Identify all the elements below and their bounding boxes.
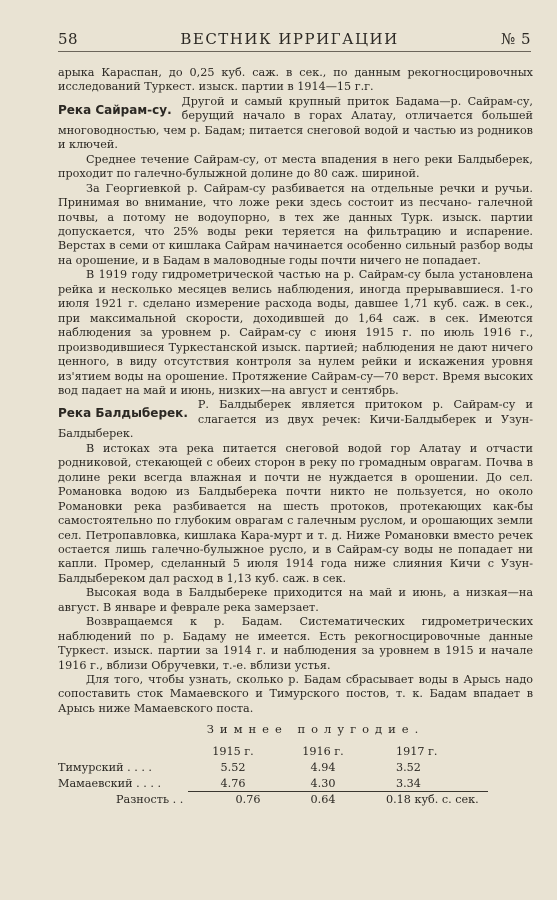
row-label: Разность . . xyxy=(116,792,184,806)
table-cell: 3.52 xyxy=(396,760,421,774)
paragraph: Для того, чтобы узнать, сколько р. Бадам сбрасывает воды в Арысь надо сопоставить сток Мамаевского и Тимурского постов, т. к. Бадам впадает в Арысь ниже Мамаевского поста. xyxy=(58,673,533,715)
table-row-difference xyxy=(58,793,533,809)
paragraph: Возвращаемся к р. Бадам. Систематических гидрометрических наблюдений по р. Бадаму не имеется. Есть рекогносцировочные данные Туркест. изыск. партии за 1914 г. и наблюдения за уровнем в 1915 и начале 1916 г., вблизи Обручевки, т.-е. вблизи устья. xyxy=(58,615,533,672)
page-header xyxy=(58,30,531,52)
paragraph: Другой и самый крупный приток Бадама—р. Сайрам-су, берущий начало в горах Алатау, отличается большей многоводностью, чем р. Бадам; питается снеговой водой и частью из родников и ключей. xyxy=(58,94,533,152)
table-cell: 0.76 xyxy=(235,792,261,806)
row-label: Мамаевский . . . . xyxy=(58,776,162,790)
paragraph: За Георгиевкой р. Сайрам-су разбивается на отдельные речки и ручьи. Принимая во внимание, что ложе реки здесь состоит из песчано- галечной почвы, а потому не водоупорно, в тех же данных Турк. изыск. партии допускается, что 25% воды реки теряется на фильтрацию и испарение. Верстах в семи от кишлака Сайрам начинается особенно сильный разбор воды на орошение, и в Бадам в маловодные годы почти ничего не попадает. xyxy=(58,181,533,267)
section-baldyberek xyxy=(58,398,533,441)
table-caption: Зимнее полугодие. xyxy=(206,722,425,737)
table-row xyxy=(58,761,533,777)
table-cell: 4.76 xyxy=(188,777,278,792)
table-cell: 4.94 xyxy=(310,760,336,774)
paragraph: В истоках эта река питается снеговой водой гор Алатау и отчасти родниковой, стекающей с обеих сторон в реку по громадным оврагам. Почва в долине реки всегда влажная и почти не нуждается в орошении. До сел. Романовка водою из Балдыберека почти никто не пользуется, но около Романовки река разбивается на шесть протоков, протекающих как-бы самостоятельно по глубоким оврагам с галечным руслом, и орошающих земли сел. Петропавловка, кишлака Кара-мурт и т. д. Ниже Романовки вместо речек остается лишь галечно-булыжное русло, и в Сайрам-су воды не попадает ни капли. Промер, сделанный 5 июля 1914 года ниже слияния Кичи с Узун-Балдыбереком дал расход в 1,13 куб. саж. в сек. xyxy=(58,441,533,585)
table-cell: 5.52 xyxy=(220,760,246,774)
year-header: 1915 г. xyxy=(212,744,254,758)
paragraph: арыка Караспан, до 0,25 куб. саж. в сек., по данным рекогносцировочных исследований Туркест. изыск. партии в 1914—15 г.г. xyxy=(58,66,533,94)
section-heading: Река Балдыберек. xyxy=(58,406,188,421)
page-number: 58 xyxy=(58,30,79,48)
paragraph: В 1919 году гидрометрической частью на р. Сайрам-су была установлена рейка и несколько месяцев велись наблюдения, иногда прерывавшиеся. 1-го июля 1921 г. сделано измерение расхода воды, давшее 1,71 куб. саж. в сек., при максимальной скорости, доходившей до 1,64 саж. в сек. Имеются наблюдения за уровнем р. Сайрам-су с июня 1915 г. по июль 1916 г., производившиеся Туркестанской изыск. партией; наблюдения не дают ничего ценного, в виду отсутствия контроля за нулем рейки и искажения уровня из'ятием воды на орошение. Протяжение Сайрам-су—70 верст. Время высоких вод падает на май и июнь, низких—на август и сентябрь. xyxy=(58,268,533,397)
paragraph: Р. Балдыберек является притоком р. Сайрам-су и слагается из двух речек: Кичи-Балдыберек и Узун-Балдыберек. xyxy=(58,398,533,441)
row-label: Тимурский . . . . xyxy=(58,760,152,774)
flow-table xyxy=(58,722,533,808)
year-header: 1917 г. xyxy=(396,744,438,758)
issue-number: № 5 xyxy=(500,30,531,48)
article-body xyxy=(58,66,533,809)
year-header: 1916 г. xyxy=(302,744,344,758)
table-row xyxy=(58,777,533,793)
section-heading: Река Сайрам-су. xyxy=(58,102,172,117)
table-cell: 4.30 xyxy=(278,777,368,792)
table-header-row xyxy=(58,745,533,761)
journal-title: ВЕСТНИК ИРРИГАЦИИ xyxy=(180,30,399,48)
paragraph: Высокая вода в Балдыбереке приходится на май и июнь, а низкая—на август. В январе и феврале река замерзает. xyxy=(58,586,533,614)
table-cell: 0.18 куб. с. сек. xyxy=(386,792,479,806)
paragraph: Среднее течение Сайрам-су, от места впадения в него реки Балдыберек, проходит по галечно-булыжной долине до 80 саж. шириной. xyxy=(58,152,533,181)
section-sairam-su xyxy=(58,95,533,153)
table-cell: 0.64 xyxy=(310,792,336,806)
table-cell: 3.34 xyxy=(368,777,488,792)
